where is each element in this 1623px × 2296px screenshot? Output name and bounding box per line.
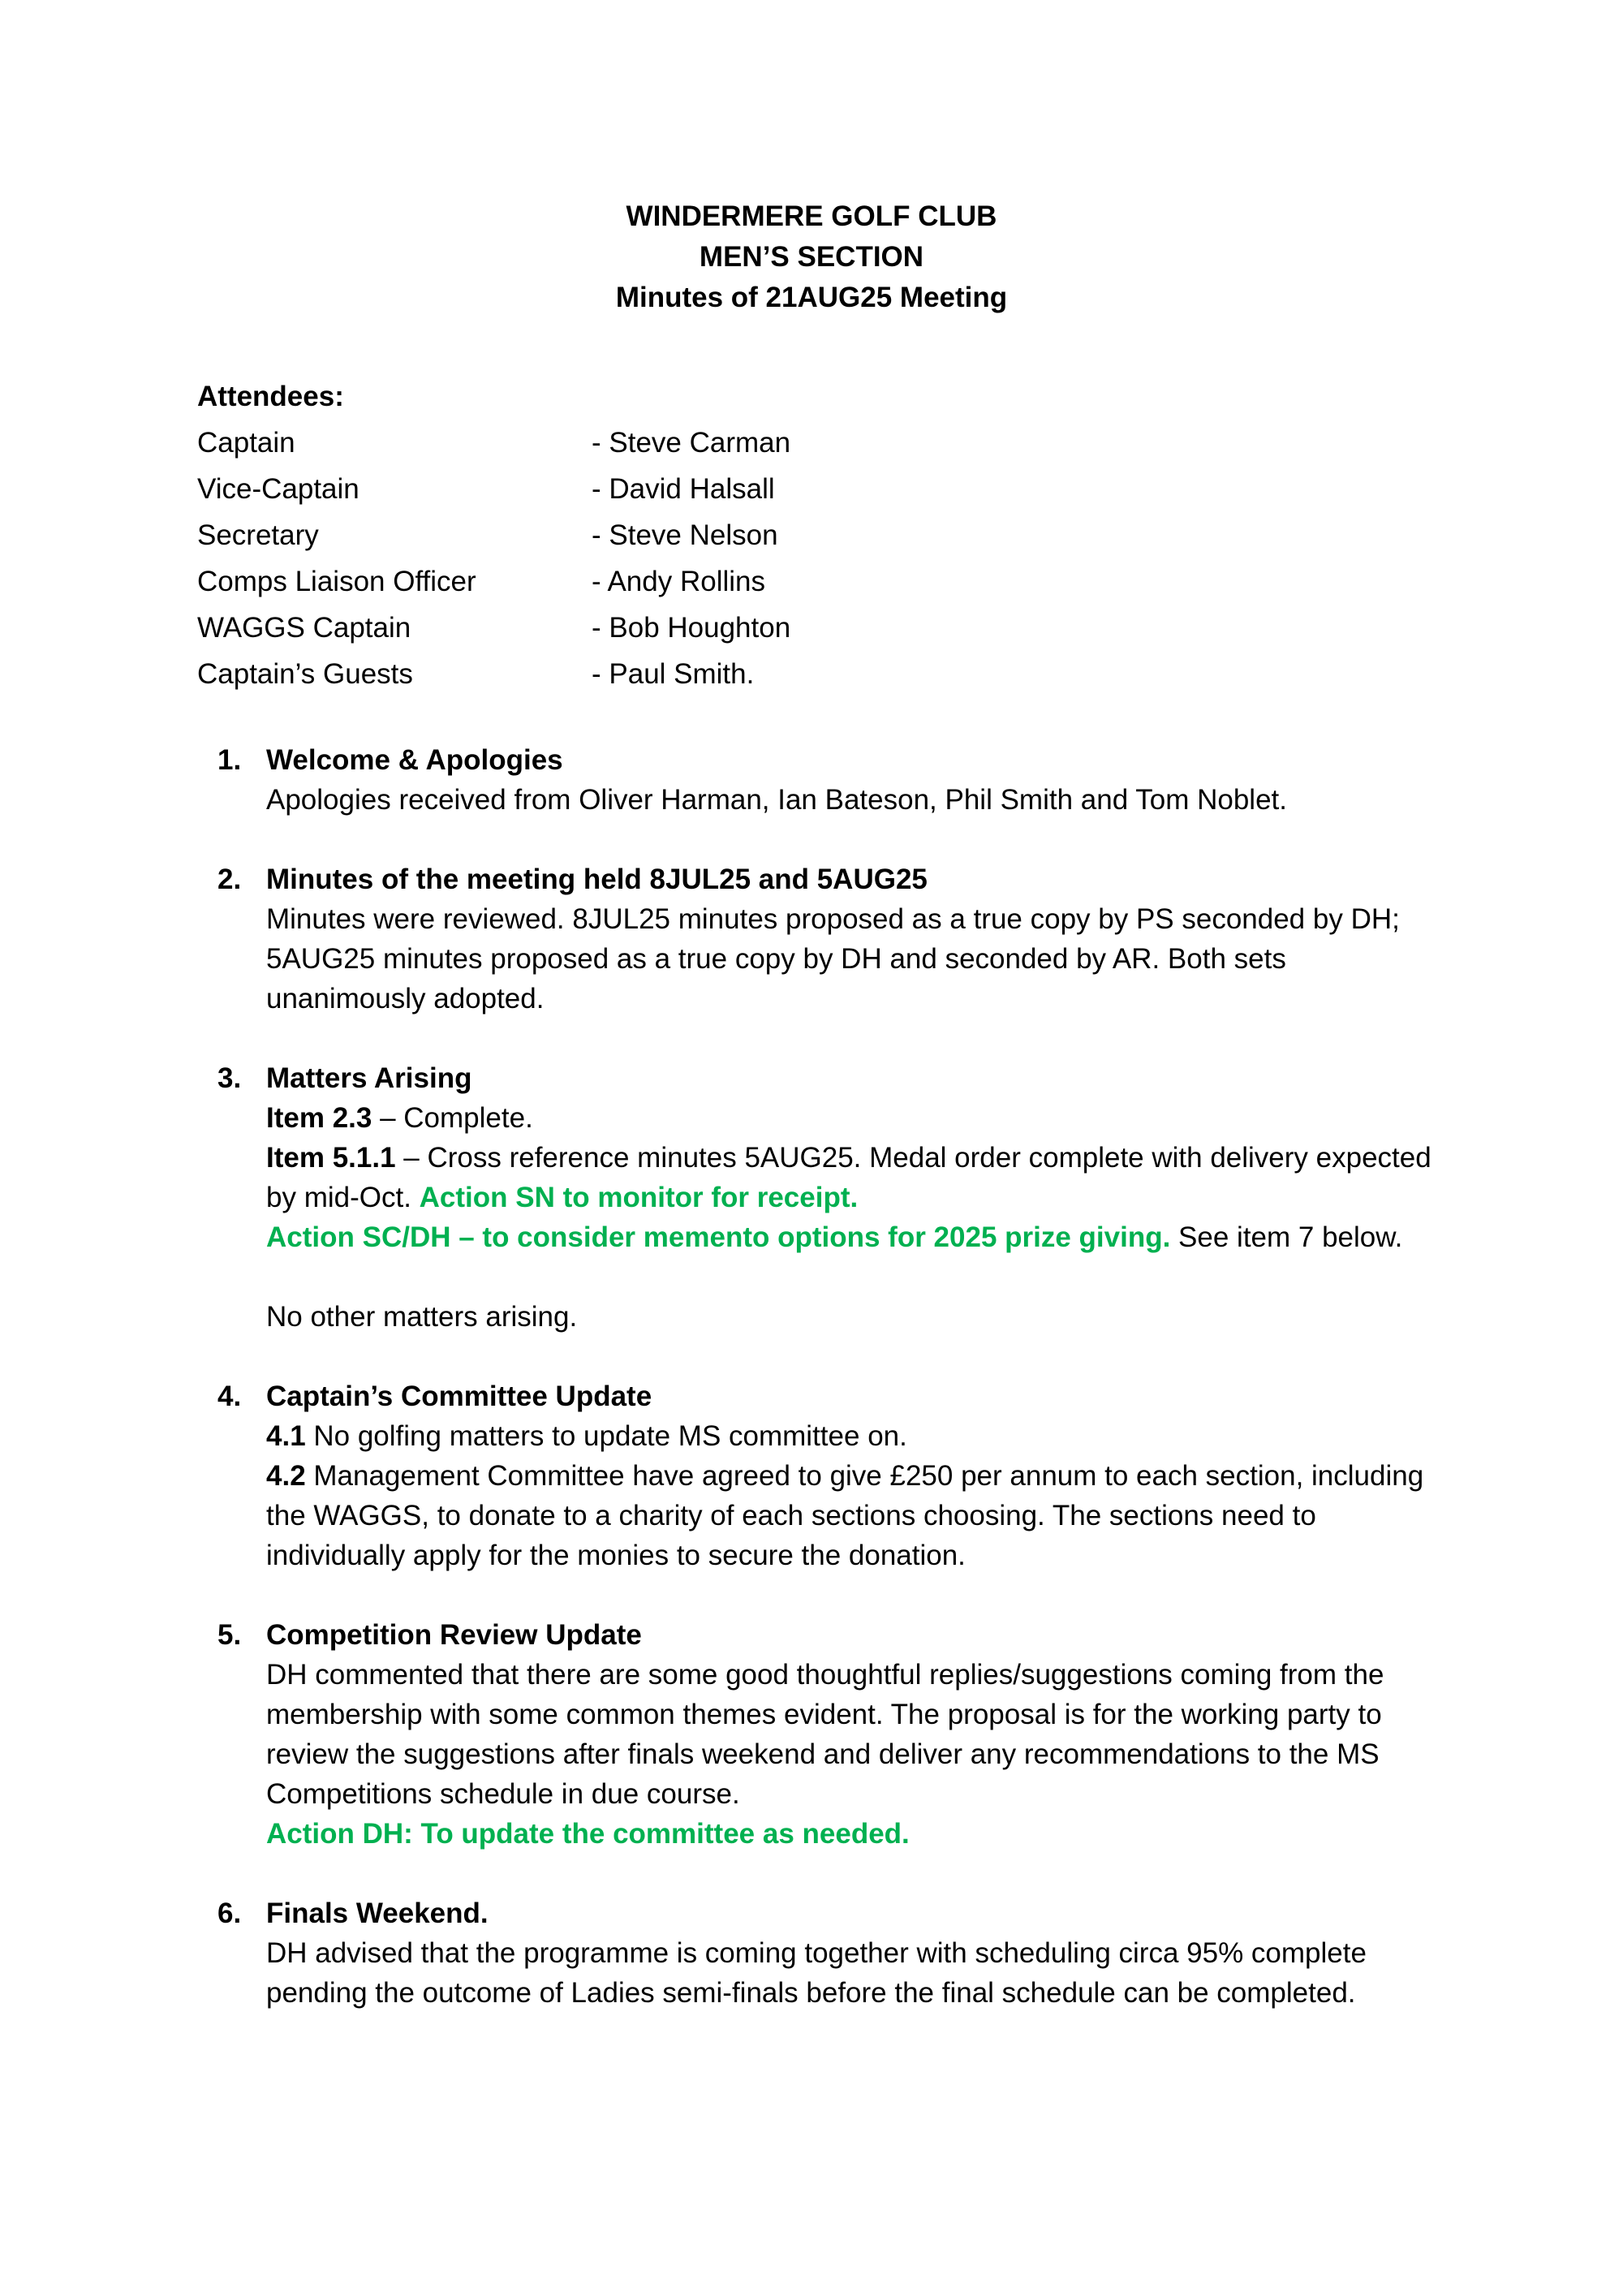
item-title: Competition Review Update	[266, 1619, 642, 1651]
agenda-item-captains-update	[197, 1376, 1447, 1575]
action-note: Action SC/DH – to consider memento options for 2025 prize giving.	[266, 1221, 1171, 1253]
item-subpoint	[266, 1138, 1447, 1217]
action-note: Action SN to monitor for receipt.	[419, 1182, 859, 1213]
item-number: 2.	[217, 864, 242, 895]
item-subpoint	[266, 1217, 1447, 1257]
item-reference-text: No golfing matters to update MS committee on.	[305, 1420, 907, 1452]
item-reference: 4.1	[266, 1420, 306, 1452]
item-number: 6.	[217, 1898, 242, 1929]
item-title: Captain’s Committee Update	[266, 1381, 652, 1412]
agenda-item-matters-arising	[197, 1058, 1447, 1337]
item-body: DH advised that the programme is coming together with scheduling circa 95% complete pending the outcome of Ladies semi-finals before the final schedule can be completed.	[266, 1937, 1367, 2009]
attendees-list	[197, 373, 1414, 697]
item-number: 5.	[217, 1619, 242, 1651]
item-reference-text: Management Committee have agreed to give £250 per annum to each section, including the WAGGS, to donate to a charity of each sections choosing. The sections need to individually apply for the monies to secure the donation.	[266, 1460, 1424, 1571]
item-subpoint	[266, 1456, 1447, 1575]
item-reference-text: See item 7 below.	[1170, 1221, 1403, 1253]
item-number: 4.	[217, 1381, 242, 1412]
item-title: Minutes of the meeting held 8JUL25 and 5AUG25	[266, 864, 928, 895]
item-title: Matters Arising	[266, 1062, 472, 1094]
agenda-item-finals-weekend	[197, 1893, 1447, 2013]
meeting-title: Minutes of 21AUG25 Meeting	[615, 282, 1008, 313]
item-body: DH commented that there are some good thoughtful replies/suggestions coming from the membership with some common themes evident. The proposal is for the working party to review the suggestions after finals weekend and deliver any recommendations to the MS Competitions schedule in due course.	[266, 1659, 1384, 1810]
action-note: Action DH: To update the committee as needed.	[266, 1818, 910, 1850]
attendee-row	[197, 651, 1414, 697]
attendee-name: - David Halsall	[592, 473, 775, 505]
item-title: Welcome & Apologies	[266, 744, 563, 776]
item-subpoint	[266, 1416, 1447, 1456]
spacer	[266, 1257, 1447, 1297]
attendee-row	[197, 512, 1414, 558]
attendee-role: Secretary	[197, 519, 319, 551]
item-reference: Item 5.1.1	[266, 1142, 396, 1174]
agenda-item-welcome	[197, 740, 1447, 820]
attendee-role: WAGGS Captain	[197, 612, 411, 644]
item-body: No other matters arising.	[266, 1301, 578, 1333]
section-name: MEN’S SECTION	[699, 241, 924, 273]
club-name: WINDERMERE GOLF CLUB	[626, 200, 997, 232]
attendee-role: Vice-Captain	[197, 473, 359, 505]
item-reference-text: – Cross reference minutes 5AUG25. Medal order complete with delivery expected by mid-Oct.	[266, 1142, 1431, 1213]
attendee-role: Captain	[197, 427, 295, 459]
item-number: 3.	[217, 1062, 242, 1094]
item-title: Finals Weekend.	[266, 1898, 489, 1929]
attendee-role: Captain’s Guests	[197, 658, 413, 690]
item-reference: 4.2	[266, 1460, 306, 1492]
attendee-name: - Andy Rollins	[592, 566, 765, 597]
item-body: Minutes were reviewed. 8JUL25 minutes proposed as a true copy by PS seconded by DH; 5AUG25 minutes proposed as a true copy by DH and seconded by AR. Both sets unanimously adopted.	[266, 903, 1400, 1014]
attendee-name: - Bob Houghton	[592, 612, 791, 644]
agenda-items	[197, 740, 1447, 2053]
attendee-name: - Steve Nelson	[592, 519, 778, 551]
attendee-row	[197, 605, 1414, 651]
attendee-name: - Paul Smith.	[592, 658, 755, 690]
agenda-item-minutes	[197, 859, 1447, 1019]
document-header	[0, 196, 1623, 318]
item-body: Apologies received from Oliver Harman, Ian Bateson, Phil Smith and Tom Noblet.	[266, 784, 1288, 816]
item-subpoint	[266, 1098, 1447, 1138]
item-reference: Item 2.3	[266, 1102, 372, 1134]
attendee-row	[197, 466, 1414, 512]
attendee-row	[197, 420, 1414, 466]
agenda-item-competition-review	[197, 1615, 1447, 1854]
item-number: 1.	[217, 744, 242, 776]
attendees-heading: Attendees:	[197, 381, 344, 412]
attendee-role: Comps Liaison Officer	[197, 566, 476, 597]
attendee-name: - Steve Carman	[592, 427, 791, 459]
attendee-row	[197, 558, 1414, 605]
item-reference-text: – Complete.	[372, 1102, 533, 1134]
